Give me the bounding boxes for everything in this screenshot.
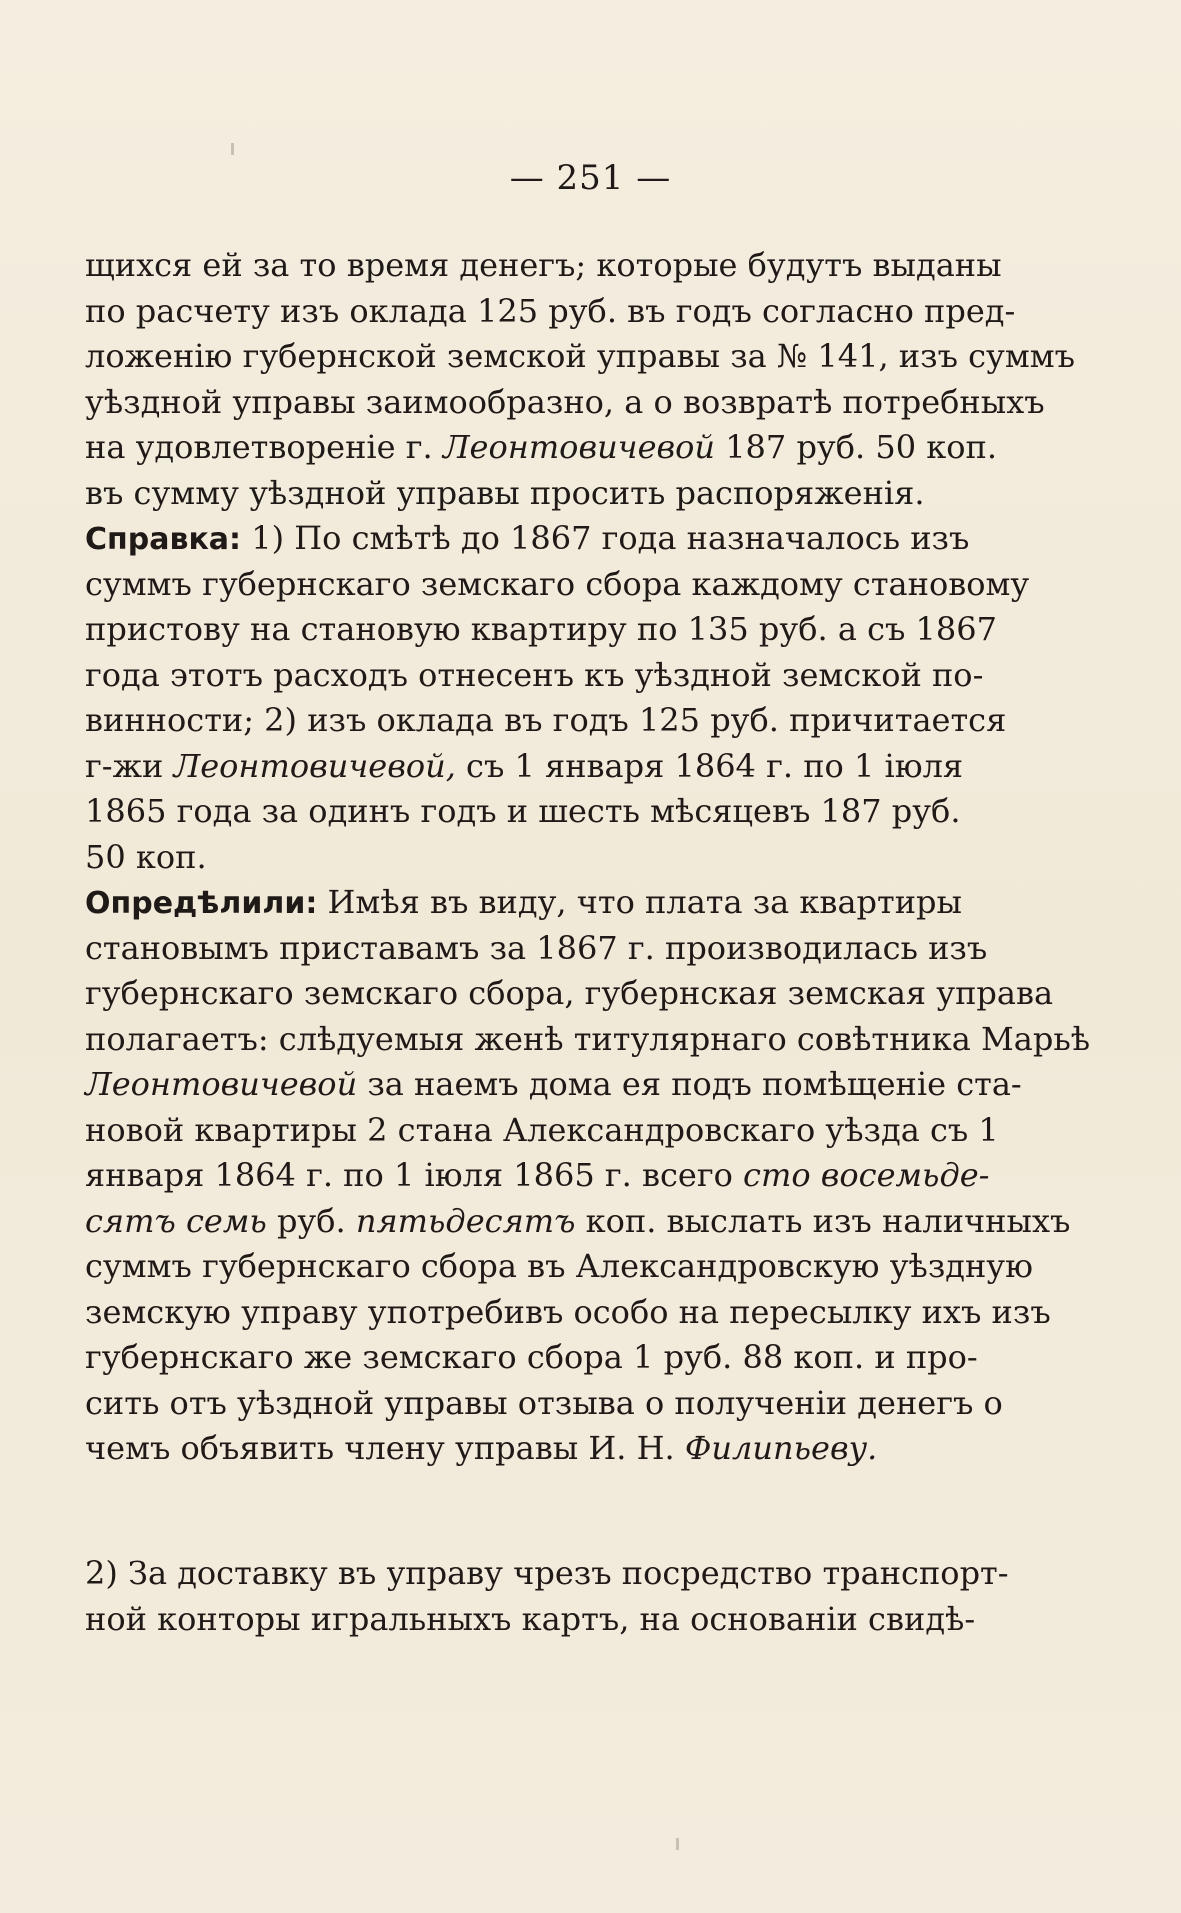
text-run: новой квартиры 2 стана Александровскаго уѣзда съ 1 xyxy=(85,1110,999,1149)
section-heading: Опредѣлили: xyxy=(85,886,318,921)
paragraph-block-main xyxy=(85,243,1091,1472)
text-run: чемъ объявить члену управы И. Н. xyxy=(85,1429,685,1467)
text-line xyxy=(85,243,1002,289)
text-run: уѣздной управы заимообразно, а о возвратѣ потребныхъ xyxy=(85,382,1045,421)
text-line xyxy=(85,880,962,926)
text-line xyxy=(85,1381,1003,1427)
text-line xyxy=(85,1153,990,1199)
text-run: губернскаго же земскаго сбора 1 руб. 88 коп. и про- xyxy=(85,1338,978,1376)
text-run: Имѣя въ виду, что плата за квартиры xyxy=(317,883,962,921)
text-line xyxy=(85,698,1007,744)
text-line xyxy=(85,835,957,881)
text-run: января 1864 г. по 1 іюля 1865 г. всего xyxy=(85,1156,744,1194)
text-run: щихся ей за то время денегъ; которые будутъ выданы xyxy=(85,246,1002,284)
text-run: за наемъ дома ея подъ помѣщеніе ста- xyxy=(357,1065,1022,1103)
italic-name: сто восемьде- xyxy=(743,1156,990,1194)
text-run: на удовлетвореніе г. xyxy=(85,428,443,466)
text-line xyxy=(85,1062,1022,1108)
text-line xyxy=(85,1290,1051,1336)
italic-name: Леонтовичевой xyxy=(442,428,716,466)
text-line xyxy=(85,471,957,517)
text-run: становымъ приставамъ за 1867 г. производилась изъ xyxy=(85,928,988,967)
text-run: г-жи xyxy=(85,746,174,785)
text-run: 50 коп. xyxy=(85,837,207,876)
text-run: ной конторы игральныхъ картъ, на основаніи свидѣ- xyxy=(85,1599,976,1638)
text-line xyxy=(85,1551,1009,1597)
text-run: суммъ губернскаго земскаго сбора каждому становому xyxy=(85,564,1030,603)
text-run: руб. xyxy=(266,1201,356,1240)
text-line xyxy=(85,1335,978,1381)
text-run: пристову на становую квартиру по 135 руб. а съ 1867 xyxy=(85,610,997,648)
text-line xyxy=(85,516,970,562)
text-run: 1865 года за одинъ годъ и шесть мѣсяцевъ 187 руб. xyxy=(85,792,961,830)
text-line xyxy=(85,744,964,790)
text-run: земскую управу употребивъ особо на пересылку ихъ изъ xyxy=(85,1292,1051,1331)
italic-name: Леонтовичевой, xyxy=(173,746,456,785)
italic-name: Филипьеву. xyxy=(684,1429,878,1467)
text-run: 1) По смѣтѣ до 1867 года назначалось изъ xyxy=(241,519,970,557)
text-line xyxy=(85,562,1030,608)
text-run: губернскаго земскаго сбора, губернская земская управа xyxy=(85,974,1054,1012)
text-line xyxy=(85,926,988,972)
text-run: суммъ губернскаго сбора въ Александровскую уѣздную xyxy=(85,1247,1033,1285)
text-line xyxy=(85,1426,957,1472)
text-line xyxy=(85,653,984,699)
print-mark xyxy=(676,1838,679,1850)
text-line xyxy=(85,289,1016,335)
text-run: 2) За доставку въ управу чрезъ посредство транспорт- xyxy=(85,1554,1009,1592)
section-heading: Справка: xyxy=(85,522,242,557)
text-line xyxy=(85,607,997,653)
text-line xyxy=(85,1017,1091,1063)
text-line xyxy=(85,971,1054,1017)
text-line xyxy=(85,1199,1071,1245)
text-line xyxy=(85,380,1045,426)
text-run: 187 руб. 50 коп. xyxy=(715,428,998,466)
text-line xyxy=(85,1597,976,1643)
text-run: года этотъ расходъ отнесенъ къ уѣздной земской по- xyxy=(85,655,984,694)
text-run: винности; 2) изъ оклада въ годъ 125 руб. причитается xyxy=(85,701,1007,739)
text-run: ложенію губернской земской управы за № 141, изъ суммъ xyxy=(85,337,1075,375)
italic-name: Леонтовичевой xyxy=(85,1065,358,1103)
italic-name: сятъ семь xyxy=(85,1201,267,1240)
text-run: полагаетъ: слѣдуемыя женѣ титулярнаго совѣтника Марьѣ xyxy=(85,1019,1091,1058)
page-number: — 251 — xyxy=(509,158,672,198)
print-mark xyxy=(231,143,234,155)
text-line xyxy=(85,789,961,835)
text-line xyxy=(85,425,998,471)
paragraph-block-item-2 xyxy=(85,1551,1009,1642)
text-line xyxy=(85,334,1075,380)
text-run: съ 1 января 1864 г. по 1 іюля xyxy=(455,746,964,785)
italic-name: пятьдесятъ xyxy=(355,1201,576,1240)
text-line xyxy=(85,1108,999,1154)
text-run: по расчету изъ оклада 125 руб. въ годъ согласно пред- xyxy=(85,291,1016,330)
text-run: сить отъ уѣздной управы отзыва о полученіи денегъ о xyxy=(85,1383,1003,1422)
text-line xyxy=(85,1244,1033,1290)
text-run: коп. выслать изъ наличныхъ xyxy=(575,1201,1071,1240)
text-run: въ сумму уѣздной управы просить распоряженія. xyxy=(85,473,925,512)
